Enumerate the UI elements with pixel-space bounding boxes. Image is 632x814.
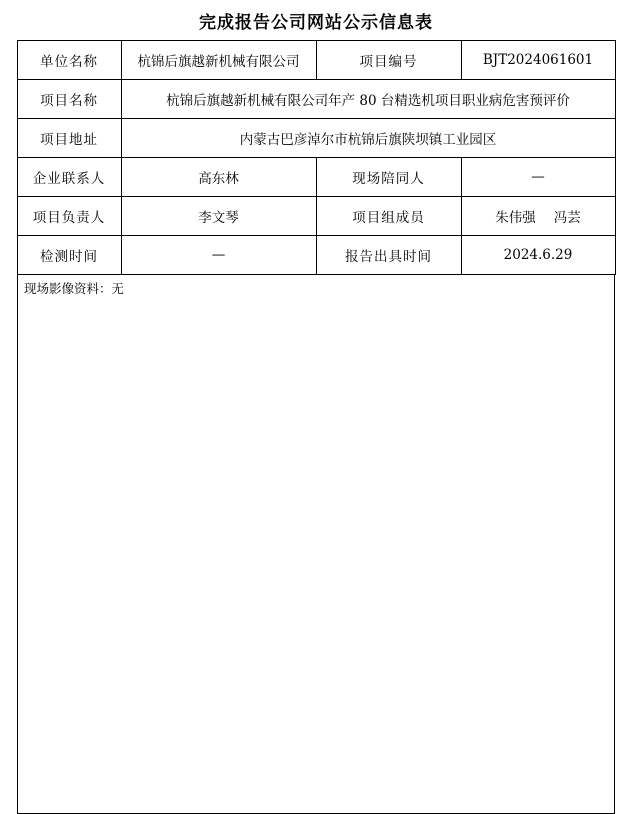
row-label-project-leader: 项目负责人 xyxy=(17,197,121,236)
member-name-1: 朱伟强 xyxy=(495,210,536,226)
site-images-section xyxy=(17,275,615,814)
table-row xyxy=(17,80,615,119)
row-value-project-code: BJT2024061601 xyxy=(461,41,615,80)
row-value-site-escort: — xyxy=(461,158,615,197)
table-row xyxy=(17,197,615,236)
table-row xyxy=(17,119,615,158)
row-label-project-code: 项目编号 xyxy=(316,41,461,80)
row-value-project-members xyxy=(461,197,615,236)
row-label-company-contact: 企业联系人 xyxy=(17,158,121,197)
row-value-company-contact: 高东林 xyxy=(121,158,316,197)
row-value-company-name: 杭锦后旗越新机械有限公司 xyxy=(121,41,316,80)
row-label-company-name: 单位名称 xyxy=(17,41,121,80)
row-value-project-address: 内蒙古巴彦淖尔市杭锦后旗陕坝镇工业园区 xyxy=(121,119,615,158)
row-label-project-name: 项目名称 xyxy=(17,80,121,119)
row-label-project-address: 项目地址 xyxy=(17,119,121,158)
site-images-label: 现场影像资料：无 xyxy=(24,281,125,296)
row-label-report-time: 报告出具时间 xyxy=(316,236,461,275)
row-value-project-name: 杭锦后旗越新机械有限公司年产 80 台精选机项目职业病危害预评价 xyxy=(121,80,615,119)
row-label-project-members: 项目组成员 xyxy=(316,197,461,236)
info-table xyxy=(17,40,616,275)
table-row xyxy=(17,236,615,275)
row-label-site-escort: 现场陪同人 xyxy=(316,158,461,197)
row-value-report-time: 2024.6.29 xyxy=(461,236,615,275)
table-row xyxy=(17,158,615,197)
page-title: 完成报告公司网站公示信息表 xyxy=(199,13,433,33)
row-value-test-time: — xyxy=(121,236,316,275)
table-row xyxy=(17,41,615,80)
row-label-test-time: 检测时间 xyxy=(17,236,121,275)
row-value-project-leader: 李文琴 xyxy=(121,197,316,236)
member-name-2: 冯芸 xyxy=(553,210,581,226)
document-page xyxy=(0,8,632,810)
